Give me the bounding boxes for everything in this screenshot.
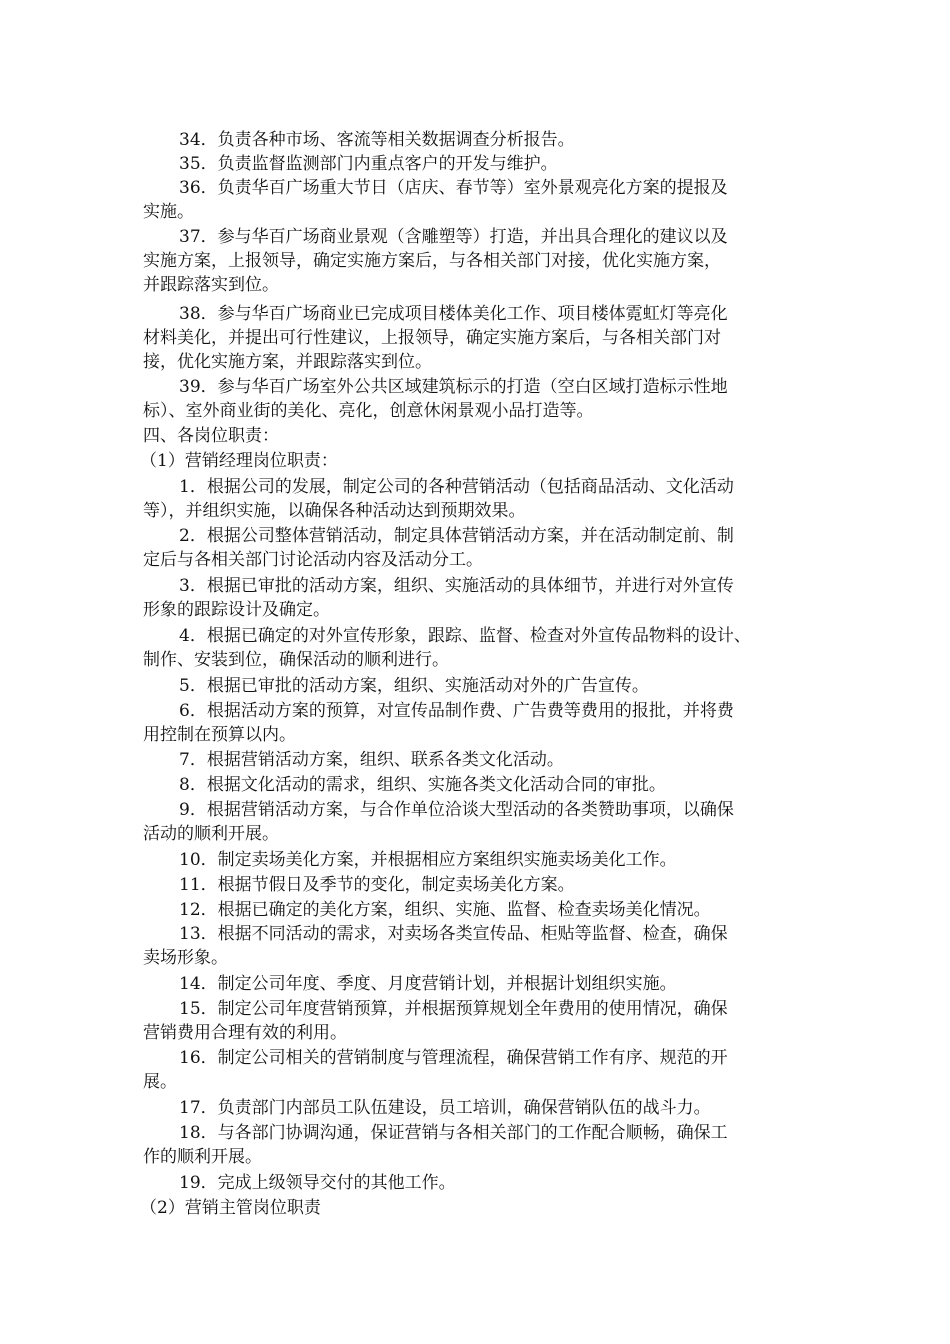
text-line: 7．根据营销活动方案，组织、联系各类文化活动。: [179, 750, 564, 770]
text-line: 作的顺利开展。: [143, 1147, 262, 1167]
text-line: 形象的跟踪设计及确定。: [143, 600, 330, 620]
text-line: 接，优化实施方案，并跟踪落实到位。: [143, 352, 432, 372]
text-line: 营销费用合理有效的利用。: [143, 1023, 347, 1043]
text-line: 37．参与华百广场商业景观（含雕塑等）打造，并出具合理化的建议以及: [179, 227, 728, 247]
subsection-heading: （2）营销主管岗位职责: [140, 1198, 321, 1218]
text-line: 13．根据不同活动的需求，对卖场各类宣传品、柜贴等监督、检查，确保: [179, 924, 728, 944]
text-line: 2．根据公司整体营销活动，制定具体营销活动方案，并在活动制定前、制: [179, 526, 734, 546]
text-line: 卖场形象。: [143, 948, 228, 968]
text-line: 17．负责部门内部员工队伍建设，员工培训，确保营销队伍的战斗力。: [179, 1098, 711, 1118]
text-line: 用控制在预算以内。: [143, 725, 296, 745]
text-line: 11．根据节假日及季节的变化，制定卖场美化方案。: [179, 875, 575, 895]
text-line: 标）、室外商业街的美化、亮化，创意休闲景观小品打造等。: [143, 401, 594, 421]
text-line: 材料美化，并提出可行性建议，上报领导，确定实施方案后，与各相关部门对: [143, 328, 721, 348]
text-line: 36．负责华百广场重大节日（店庆、春节等）室外景观亮化方案的提报及: [179, 178, 728, 198]
text-line: 16．制定公司相关的营销制度与管理流程，确保营销工作有序、规范的开: [179, 1048, 728, 1068]
text-line: 34．负责各种市场、客流等相关数据调查分析报告。: [179, 130, 575, 150]
text-line: 6．根据活动方案的预算，对宣传品制作费、广告费等费用的报批，并将费: [179, 701, 734, 721]
text-line: 等），并组织实施，以确保各种活动达到预期效果。: [143, 501, 526, 521]
text-line: 4．根据已确定的对外宣传形象，跟踪、监督、检查对外宣传品物料的设计、: [179, 626, 751, 646]
text-line: 并跟踪落实到位。: [143, 275, 279, 295]
text-line: 制作、安装到位，确保活动的顺利进行。: [143, 650, 449, 670]
text-line: 10．制定卖场美化方案，并根据相应方案组织实施卖场美化工作。: [179, 850, 677, 870]
text-line: 3．根据已审批的活动方案，组织、实施活动的具体细节，并进行对外宣传: [179, 576, 734, 596]
text-line: 9．根据营销活动方案，与合作单位洽谈大型活动的各类赞助事项，以确保: [179, 800, 734, 820]
text-line: 14．制定公司年度、季度、月度营销计划，并根据计划组织实施。: [179, 974, 677, 994]
subsection-heading: （1）营销经理岗位职责：: [140, 451, 338, 471]
text-line: 38．参与华百广场商业已完成项目楼体美化工作、项目楼体霓虹灯等亮化: [179, 304, 728, 324]
text-line: 35．负责监督监测部门内重点客户的开发与维护。: [179, 154, 558, 174]
text-line: 19．完成上级领导交付的其他工作。: [179, 1173, 456, 1193]
text-line: 8．根据文化活动的需求，组织、实施各类文化活动合同的审批。: [179, 775, 666, 795]
text-line: 18．与各部门协调沟通，保证营销与各相关部门的工作配合顺畅，确保工: [179, 1123, 728, 1143]
section-heading: 四、各岗位职责：: [143, 426, 279, 446]
text-line: 1．根据公司的发展，制定公司的各种营销活动（包括商品活动、文化活动: [179, 477, 734, 497]
text-line: 12．根据已确定的美化方案，组织、实施、监督、检查卖场美化情况。: [179, 900, 711, 920]
text-line: 活动的顺利开展。: [143, 824, 279, 844]
text-line: 5．根据已审批的活动方案，组织、实施活动对外的广告宣传。: [179, 676, 649, 696]
text-line: 39．参与华百广场室外公共区域建筑标示的打造（空白区域打造标示性地: [179, 377, 728, 397]
text-line: 实施。: [143, 202, 194, 222]
text-line: 实施方案，上报领导，确定实施方案后，与各相关部门对接，优化实施方案，: [143, 251, 721, 271]
text-line: 展。: [143, 1072, 177, 1092]
text-line: 定后与各相关部门讨论活动内容及活动分工。: [143, 550, 483, 570]
text-line: 15．制定公司年度营销预算，并根据预算规划全年费用的使用情况，确保: [179, 999, 728, 1019]
